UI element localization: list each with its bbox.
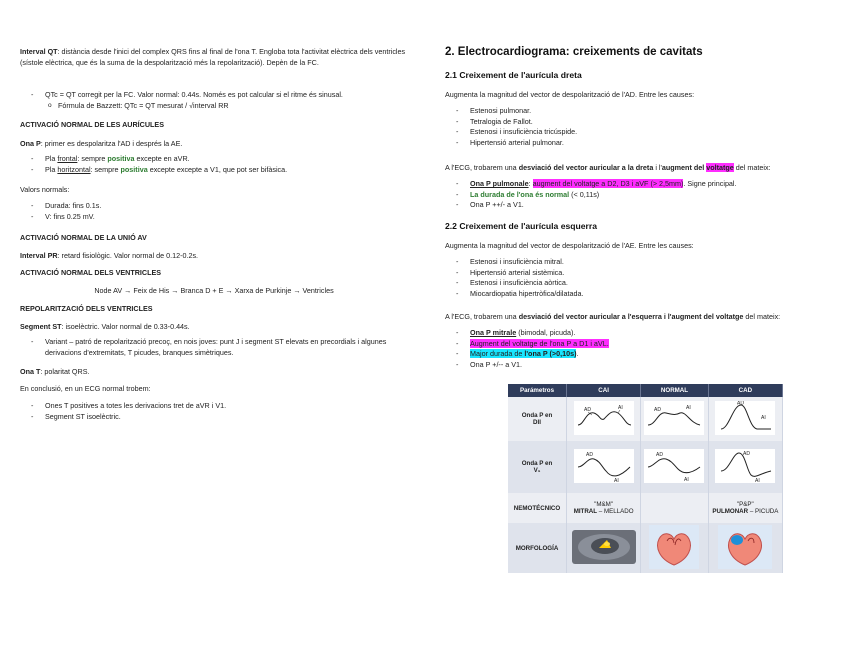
svg-text:AD: AD — [654, 407, 662, 413]
onat-label: Ona T — [20, 367, 41, 376]
qt-text: : distància desde l'inici del complex QRS fins al final de l'ona T. Engloba tota l'activitat elèctrica dels ventricles (sístole elèctrica, que és la suma de la despolarització més la repolarització). Depèn de la FC. — [20, 47, 406, 67]
svg-text:AD: AD — [656, 452, 664, 458]
svg-text:AI: AI — [686, 405, 692, 411]
mnemonic-cell: "M&M" MITRAL – MELLADO — [567, 493, 641, 523]
morphology-cell — [708, 523, 782, 573]
list-item: - Augment del voltatge de l'ona P a D1 i aVL. — [445, 339, 830, 350]
subsection-title-21: 2.1 Creixement de l'aurícula dreta — [445, 70, 582, 80]
auricles-heading: ACTIVACIÓ NORMAL DE LES AURÍCULES — [20, 120, 165, 129]
row-label: Onda P en V₁ — [508, 441, 567, 493]
list-item: - La durada de l'ona és normal (< 0,11s) — [445, 190, 830, 201]
wave-cell — [641, 441, 709, 493]
valors-list — [20, 201, 408, 222]
list-item: - V: fins 0.25 mV. — [20, 212, 408, 223]
normal-heart-icon — [649, 525, 699, 569]
s22-ecg-list — [445, 328, 830, 370]
s21-ecg-paragraph: A l'ECG, trobarem una desviació del vector auricular a la dreta i l'augment del voltatge del mateix: — [445, 163, 771, 172]
list-item: - QTc = QT corregit per la FC. Valor normal: 0.44s. Només es pot calcular si el ritme és sinusal. — [20, 90, 408, 101]
list-item: - Hipertensió arterial sistèmica. — [445, 268, 830, 279]
section-title: 2. Electrocardiograma: creixements de cavitats — [445, 46, 703, 58]
mnemonic-cell — [641, 493, 709, 523]
table-row — [508, 397, 783, 441]
conduction-path: Node AV → Feix de His → Branca D + E → Xarxa de Purkinje → Ventricles — [94, 286, 334, 295]
peaked-p-wave-icon — [715, 401, 775, 435]
row-label: NEMOTÉCNICO — [508, 493, 567, 523]
mnemonic-cell: "P&P" PULMONAR – PICUDA — [708, 493, 782, 523]
right-atrium-heart-icon — [718, 525, 772, 569]
row-label: MORFOLOGÍA — [508, 523, 567, 573]
qt-paragraph — [20, 46, 408, 68]
list-item: - Variant – patró de repolarització precoç, en nois joves: punt J i segment ST elevats en precordials i algunes derivacions d'extremitats, T picudes, branques simètriques. — [20, 337, 408, 358]
bimodal-p-wave-icon — [574, 401, 634, 435]
svg-text:AD: AD — [743, 451, 751, 457]
table-row — [508, 441, 783, 493]
st-list — [20, 337, 408, 358]
pr-label: Interval PR — [20, 251, 58, 260]
table-header: NORMAL — [641, 384, 709, 397]
conclusion-list — [20, 401, 408, 422]
wave-cell — [708, 441, 782, 493]
s22-intro: Augmenta la magnitud del vector de despolarització de l'AE. Entre les causes: — [445, 241, 694, 250]
onap-label: Ona P — [20, 139, 41, 148]
s22-ecg-paragraph: A l'ECG, trobarem una desviació del vector auricular a l'esquerra i l'augment del voltatge del mateix: — [445, 312, 781, 321]
svg-text:AD: AD — [737, 401, 745, 407]
list-item: - Estenosi i insuficiència tricúspide. — [445, 127, 830, 138]
list-item: - Ona P mitrale (bimodal, picuda). — [445, 328, 830, 339]
subsection-title-22: 2.2 Creixement de l'aurícula esquerra — [445, 221, 598, 231]
list-item: - Miocardiopatia hipertròfica/dilatada. — [445, 289, 830, 300]
list-item: - Pla frontal: sempre positiva excepte en aVR. — [20, 154, 408, 165]
st-text: : isoelèctric. Valor normal de 0.33-0.44s. — [61, 322, 190, 331]
svg-text:AI: AI — [613, 478, 619, 483]
wave-cell — [567, 397, 641, 441]
list-item: - Tetralogia de Fallot. — [445, 117, 830, 128]
qt-list — [20, 90, 408, 111]
comparison-table — [508, 384, 783, 573]
normal-p-wave-icon — [644, 401, 704, 435]
svg-text:AI: AI — [617, 405, 623, 411]
biphasic-p-wave-icon — [574, 449, 634, 483]
wave-cell — [641, 397, 709, 441]
morphology-cell — [567, 523, 641, 573]
row-label: Onda P en DII — [508, 397, 567, 441]
list-item: - Estenosi pulmonar. — [445, 106, 830, 117]
valors-normals: Valors normals: — [20, 185, 70, 194]
table-row — [508, 523, 783, 573]
plane-list — [20, 154, 408, 175]
s22-causes-list — [445, 257, 830, 299]
list-item: - Segment ST isoelèctric. — [20, 412, 408, 423]
table-header-row — [508, 384, 783, 397]
list-item: - Estenosi i insuficiència mitral. — [445, 257, 830, 268]
onap-text: : primer es despolaritza l'AD i després la AE. — [40, 139, 183, 148]
qt-label: Interval QT — [20, 47, 58, 56]
list-item: - Hipertensió arterial pulmonar. — [445, 138, 830, 149]
pr-text: : retard fisiològic. Valor normal de 0.12-0.2s. — [57, 251, 199, 260]
list-item: - Pla horitzontal: sempre positiva excepte excepte a V1, que pot ser bifàsica. — [20, 165, 408, 176]
list-item: - Major durada de l'ona P (>0,10s). — [445, 349, 830, 360]
wave-cell — [567, 441, 641, 493]
uniav-heading: ACTIVACIÓ NORMAL DE LA UNIÓ AV — [20, 233, 147, 242]
s21-causes-list — [445, 106, 830, 148]
wave-cell — [708, 397, 782, 441]
morphology-cell — [641, 523, 709, 573]
ventricles-heading: ACTIVACIÓ NORMAL DELS VENTRICLES — [20, 268, 162, 277]
s21-ecg-list — [445, 179, 830, 211]
table-header: CAD — [708, 384, 782, 397]
svg-text:AD: AD — [585, 452, 593, 458]
st-label: Segment ST — [20, 322, 62, 331]
svg-text:AI: AI — [684, 477, 690, 483]
table-header: CAI — [567, 384, 641, 397]
onat-text: : polaritat QRS. — [40, 367, 90, 376]
peaked-v1-p-wave-icon — [715, 449, 775, 483]
list-item: - Ones T positives a totes les derivacions tret de aVR i V1. — [20, 401, 408, 412]
table-row — [508, 493, 783, 523]
list-item: o Fórmula de Bazzett: QTc = QT mesurat / √interval RR — [20, 101, 408, 112]
list-item: - Durada: fins 0.1s. — [20, 201, 408, 212]
list-item: - Ona P +/-- a V1. — [445, 360, 830, 371]
svg-text:AI: AI — [761, 415, 767, 421]
svg-text:AI: AI — [755, 478, 761, 483]
list-item: - Ona P ++/- a V1. — [445, 200, 830, 211]
list-item: - Estenosi i insuficiència aòrtica. — [445, 278, 830, 289]
repol-heading: REPOLARITZACIÓ DELS VENTRICLES — [20, 304, 153, 313]
normal-v1-p-wave-icon — [644, 449, 704, 483]
s21-intro: Augmenta la magnitud del vector de despolarització de l'AD. Entre les causes: — [445, 90, 695, 99]
table-header: Parámetros — [508, 384, 567, 397]
left-atrium-image-icon — [571, 528, 637, 566]
conclusion: En conclusió, en un ECG normal trobem: — [20, 384, 151, 393]
svg-text:AD: AD — [583, 407, 591, 413]
list-item: - Ona P pulmonale: augment del voltatge a D2, D3 i aVF (> 2,5mm). Signe principal. — [445, 179, 830, 190]
